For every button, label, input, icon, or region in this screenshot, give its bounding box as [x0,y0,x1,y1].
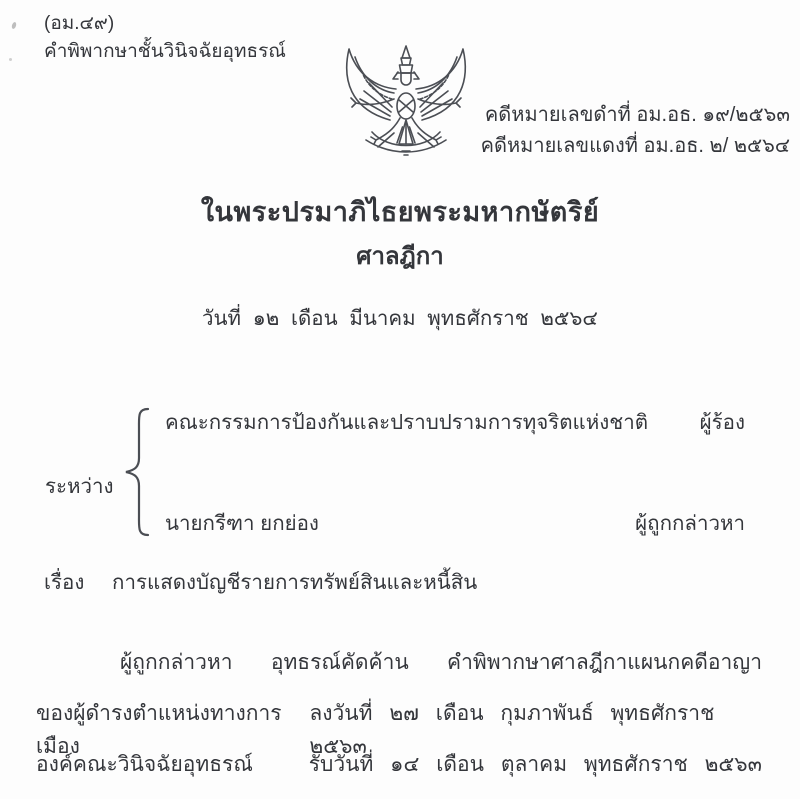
case-number-black: คดีหมายเลขดำที่ อม.อธ. ๑๙/๒๕๖๓ [484,104,790,126]
scan-speck [9,58,12,61]
body-line-1 [120,646,762,679]
scan-speck [11,22,17,30]
accused-role: ผู้ถูกกล่าวหา [635,512,745,535]
body-line-2-seg-1: ของผู้ดำรงตำแหน่งทางการเมือง [36,702,282,758]
body-line-1-seg-2: อุทธรณ์คัดค้าน [270,651,409,674]
document-type-label: คำพิพากษาชั้นวินิจฉัยอุทธรณ์ [44,41,286,62]
judgment-date-line: วันที่ ๑๒ เดือน มีนาคม พุทธศักราช ๒๕๖๔ [202,307,598,330]
royal-prerogative-title: ในพระปรมาภิไธยพระมหากษัตริย์ [200,197,600,227]
accused-name: นายกรีฑา ยกย่อง [165,512,319,535]
garuda-emblem [336,42,476,180]
body-line-3-seg-2: รับวันที่ ๑๔ เดือน ตุลาคม พุทธศักราช ๒๕๖๓ [308,753,762,776]
subject-row [44,566,762,599]
court-name: ศาลฎีกา [356,243,444,270]
body-line-1-seg-1: ผู้ถูกกล่าวหา [120,651,233,674]
between-label: ระหว่าง [45,475,114,498]
subject-text: การแสดงบัญชีรายการทรัพย์สินและหนี้สิน [112,571,478,594]
form-code: (อม.๔๙) [44,13,115,34]
brace-icon [118,406,154,538]
petitioner-role: ผู้ร้อง [699,411,745,434]
accused-row [165,507,745,540]
body-line-1-seg-3: คำพิพากษาศาลฎีกาแผนกคดีอาญา [447,651,762,674]
case-number-red: คดีหมายเลขแดงที่ อม.อธ. ๒/ ๒๕๖๔ [480,135,790,157]
petitioner-row [165,406,745,439]
body-line-3-seg-1: องค์คณะวินิจฉัยอุทธรณ์ [36,753,253,776]
subject-label: เรื่อง [44,571,85,594]
body-line-3 [36,748,762,781]
case-numbers-block [481,100,790,162]
petitioner-name: คณะกรรมการป้องกันและปราบปรามการทุจริตแห่งชาติ [165,411,649,434]
body-line-2-seg-2: ลงวันที่ ๒๗ เดือน กุมภาพันธ์ พุทธศักราช ๒๕๖๓ [309,702,715,758]
